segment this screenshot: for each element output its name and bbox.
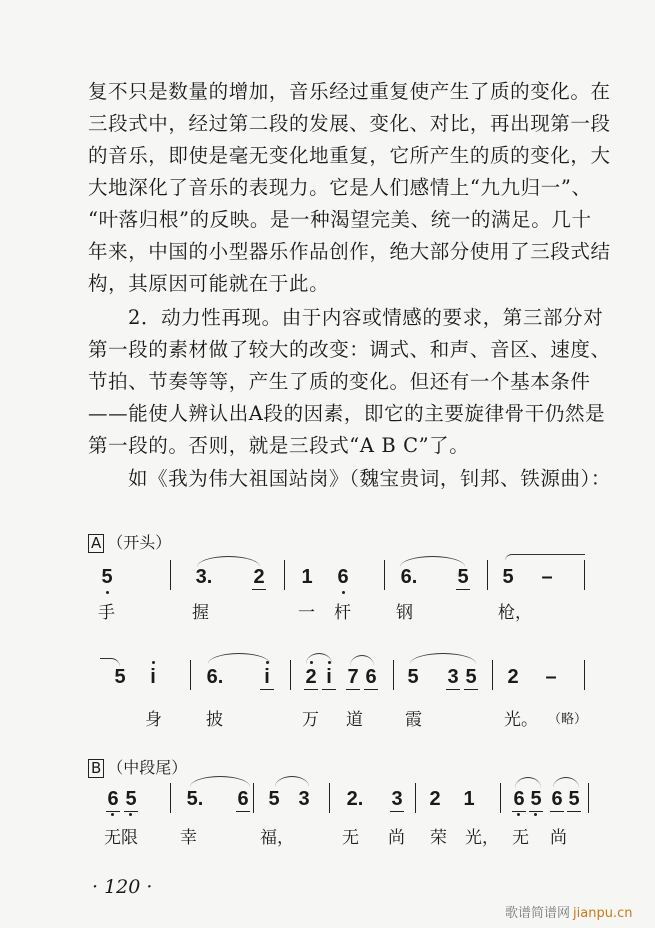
text-line: “叶落归根”的反映。是一种渴望完美、统一的满足。几十 — [88, 208, 592, 231]
note: 6. — [400, 566, 418, 588]
octave-dot — [534, 813, 537, 816]
note: 1 — [463, 788, 475, 810]
lyric: 道 — [346, 710, 363, 730]
lyric: 一 — [298, 603, 315, 623]
lyric: 手 — [98, 603, 115, 623]
note: 7 — [347, 666, 359, 688]
note: 6 — [551, 788, 563, 810]
text-line: 的音乐，即使是毫无变化地重复，它所产生的质的变化，大 — [88, 144, 611, 167]
barline — [190, 660, 191, 690]
lyric: 身 — [145, 710, 162, 730]
note: 6 — [365, 666, 377, 688]
text-line: 如《我为伟大祖国站岗》（魏宝贵词，钊邦、铁源曲）： — [128, 467, 612, 490]
lyric: 尚 — [550, 828, 567, 848]
note: 3 — [298, 788, 310, 810]
note: 2 — [304, 666, 318, 688]
note: 2 — [507, 666, 519, 688]
omitted-note: （略） — [548, 712, 588, 727]
lyric: 光。 — [504, 710, 538, 730]
slur — [208, 653, 270, 664]
watermark: 歌谱简谱网 jianpu.cn — [505, 906, 633, 921]
note: 2. — [346, 788, 364, 810]
barline — [284, 560, 285, 590]
note: – — [545, 666, 557, 688]
tie — [505, 554, 585, 561]
slur — [275, 776, 309, 787]
barline — [500, 783, 501, 813]
text-line: 大地深化了音乐的表现力。它是人们感情上“九九归一”、 — [88, 176, 592, 199]
lyric: 幸 — [180, 828, 197, 848]
barline — [487, 560, 488, 590]
note: 5 — [100, 566, 114, 588]
text-line: 2．动力性再现。由于内容或情感的要求，第三部分对 — [128, 306, 604, 329]
note: 5 — [457, 566, 469, 588]
text-line: 年来，中国的小型器乐作品创作，绝大部分使用了三段式结 — [88, 240, 611, 263]
text-line: ——能使人辨认出A段的因素，即它的主要旋律骨干仍然是 — [88, 402, 606, 425]
octave-dot — [129, 813, 132, 816]
lyric: 枪， — [498, 603, 532, 623]
note: 1 — [301, 566, 313, 588]
note: 6. — [206, 666, 224, 688]
barline — [492, 660, 493, 690]
barline — [393, 660, 394, 690]
slur — [515, 777, 541, 788]
section-a-label: A （开头） — [88, 530, 171, 553]
text-line: 节拍、节奏等等，产生了质的变化。但还有一个基本条件 — [88, 370, 591, 393]
note: 5. — [186, 788, 204, 810]
lyric: 霞 — [405, 710, 422, 730]
note: 6 — [336, 566, 350, 588]
text-line: 第一段的。否则，就是三段式“A B C”了。 — [88, 434, 470, 457]
lyric: 无 — [342, 828, 359, 848]
barline — [584, 560, 585, 590]
note: i — [146, 666, 160, 688]
note: – — [541, 566, 553, 588]
octave-dot — [517, 813, 520, 816]
slur — [350, 655, 374, 666]
lyric: 尚 — [388, 828, 405, 848]
slur — [190, 776, 250, 787]
barline — [290, 660, 291, 690]
lyric: 杆 — [334, 603, 351, 623]
lyric: 钢 — [396, 603, 413, 623]
note: 3 — [447, 666, 459, 688]
lyric: 披 — [206, 710, 223, 730]
barline — [584, 660, 585, 690]
lyric: 无 — [512, 828, 529, 848]
text-line: 复不只是数量的增加，音乐经过重复使产生了质的变化。在 — [88, 80, 611, 103]
text-line: 三段式中，经过第二段的发展、变化、对比，再出现第一段 — [88, 112, 611, 135]
barline — [170, 560, 171, 590]
slur — [410, 653, 476, 664]
note: 6 — [107, 788, 119, 810]
barline — [329, 783, 330, 813]
page-number: · 120 · — [92, 876, 153, 898]
lyric: 万 — [302, 710, 319, 730]
note: 2 — [429, 788, 441, 810]
lyric: 荣 — [430, 828, 447, 848]
note: 5 — [268, 788, 280, 810]
note: 6 — [237, 788, 249, 810]
section-a-box: A — [88, 534, 104, 553]
octave-dot — [111, 813, 114, 816]
note: i — [322, 666, 336, 688]
text-line: 构，其原因可能就在于此。 — [88, 272, 330, 295]
note: i — [260, 666, 274, 688]
barline — [588, 783, 589, 813]
note: 5 — [530, 788, 542, 810]
note: 3. — [195, 566, 213, 588]
text-line: 第一段的素材做了较大的改变：调式、和声、音区、速度、 — [88, 338, 611, 361]
section-b-box: B — [88, 759, 104, 778]
lyric: 福， — [260, 828, 294, 848]
note: 5 — [465, 666, 477, 688]
lyric: 无限 — [104, 828, 138, 848]
note: 2 — [253, 566, 265, 588]
barline — [384, 560, 385, 590]
slur — [553, 777, 579, 788]
note: 5 — [568, 788, 580, 810]
note: 5 — [114, 666, 126, 688]
section-b-label: B （中段尾） — [88, 755, 187, 778]
note: 5 — [125, 788, 137, 810]
barline — [415, 783, 416, 813]
note: 3 — [391, 788, 403, 810]
lyric: 握 — [192, 603, 209, 623]
note: 6 — [513, 788, 525, 810]
note: 5 — [407, 666, 419, 688]
barline — [253, 783, 254, 813]
barline — [170, 783, 171, 813]
lyric: 光， — [465, 828, 499, 848]
note: 5 — [502, 566, 514, 588]
